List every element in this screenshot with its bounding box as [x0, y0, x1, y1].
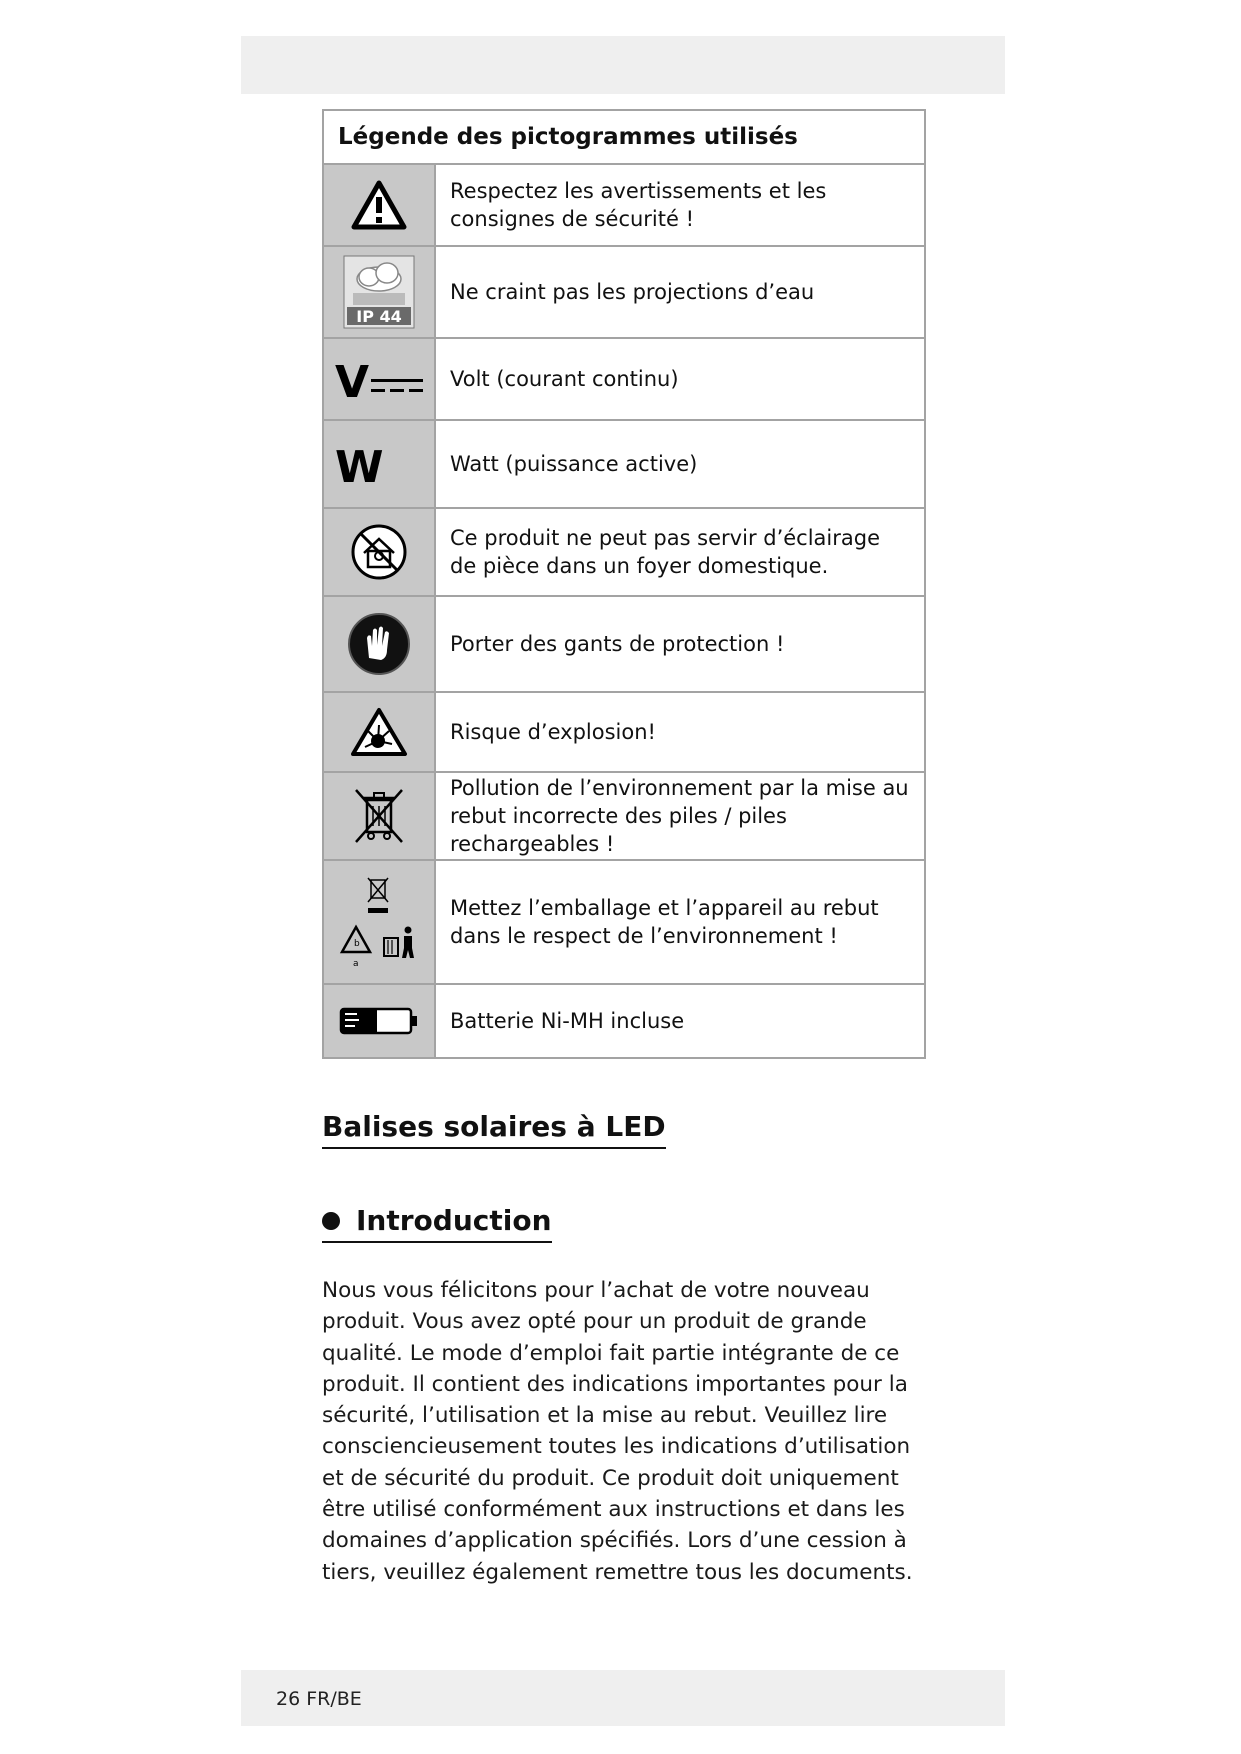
no-household-lighting-icon — [350, 523, 408, 581]
crossed-bin-icon — [351, 786, 407, 846]
legend-title: Légende des pictogrammes utilisés — [323, 110, 925, 164]
svg-text:V: V — [335, 357, 370, 401]
svg-text:IP 44: IP 44 — [356, 307, 402, 326]
table-row — [323, 860, 925, 984]
recycling-disposal-icon — [338, 872, 420, 972]
table-row — [323, 596, 925, 692]
ip44-splash-icon — [343, 255, 415, 329]
section-title: Balises solaires à LED — [322, 1110, 666, 1149]
volt-dc-icon — [333, 357, 425, 401]
page-number: 26 FR/BE — [276, 1688, 362, 1710]
legend-text: Volt (courant continu) — [435, 338, 925, 420]
table-row — [323, 164, 925, 246]
legend-text: Respectez les avertissements et les consignes de sécurité ! — [435, 164, 925, 246]
table-row — [323, 338, 925, 420]
battery-nimh-icon — [339, 1007, 419, 1035]
legend-text: Risque d’explosion! — [435, 692, 925, 772]
legend-text: Batterie Ni-MH incluse — [435, 984, 925, 1058]
watt-icon — [333, 442, 425, 486]
legend-text: Watt (puissance active) — [435, 420, 925, 508]
header-band — [241, 36, 1005, 94]
table-row — [323, 508, 925, 596]
table-row — [323, 692, 925, 772]
legend-text: Porter des gants de protection ! — [435, 596, 925, 692]
legend-text: Pollution de l’environnement par la mise au rebut incorrecte des piles / piles rechargeables ! — [435, 772, 925, 860]
explosion-risk-icon — [350, 707, 408, 757]
legend-text: Ce produit ne peut pas servir d’éclairage de pièce dans un foyer domestique. — [435, 508, 925, 596]
intro-heading — [322, 1204, 552, 1243]
warning-triangle-icon — [351, 180, 407, 230]
table-row — [323, 420, 925, 508]
bullet-icon — [322, 1212, 340, 1230]
svg-text:W: W — [335, 442, 384, 486]
pictogram-legend-table — [322, 109, 926, 1059]
protective-gloves-icon — [347, 612, 411, 676]
svg-text:a: a — [353, 959, 359, 969]
legend-text: Mettez l’emballage et l’appareil au rebut dans le respect de l’environnement ! — [435, 860, 925, 984]
table-row — [323, 772, 925, 860]
intro-paragraph: Nous vous félicitons pour l’achat de votre nouveau produit. Vous avez opté pour un produit de grande qualité. Le mode d’emploi fait partie intégrante de ce produit. Il contient des indications importantes pour la sécurité, l’utilisation et la mise au rebut. Veuillez lire consciencieusement toutes les indications d’utilisation et de sécurité du produit. Ce produit doit uniquement être utilisé conformément aux instructions et dans les domaines d’application spécifiés. Lors d’une cession à tiers, veuillez également remettre tous les documents. — [322, 1278, 913, 1585]
legend-text: Ne craint pas les projections d’eau — [435, 246, 925, 338]
svg-text:b: b — [354, 939, 360, 949]
intro-heading-label: Introduction — [356, 1204, 552, 1237]
table-row — [323, 984, 925, 1058]
table-row — [323, 246, 925, 338]
